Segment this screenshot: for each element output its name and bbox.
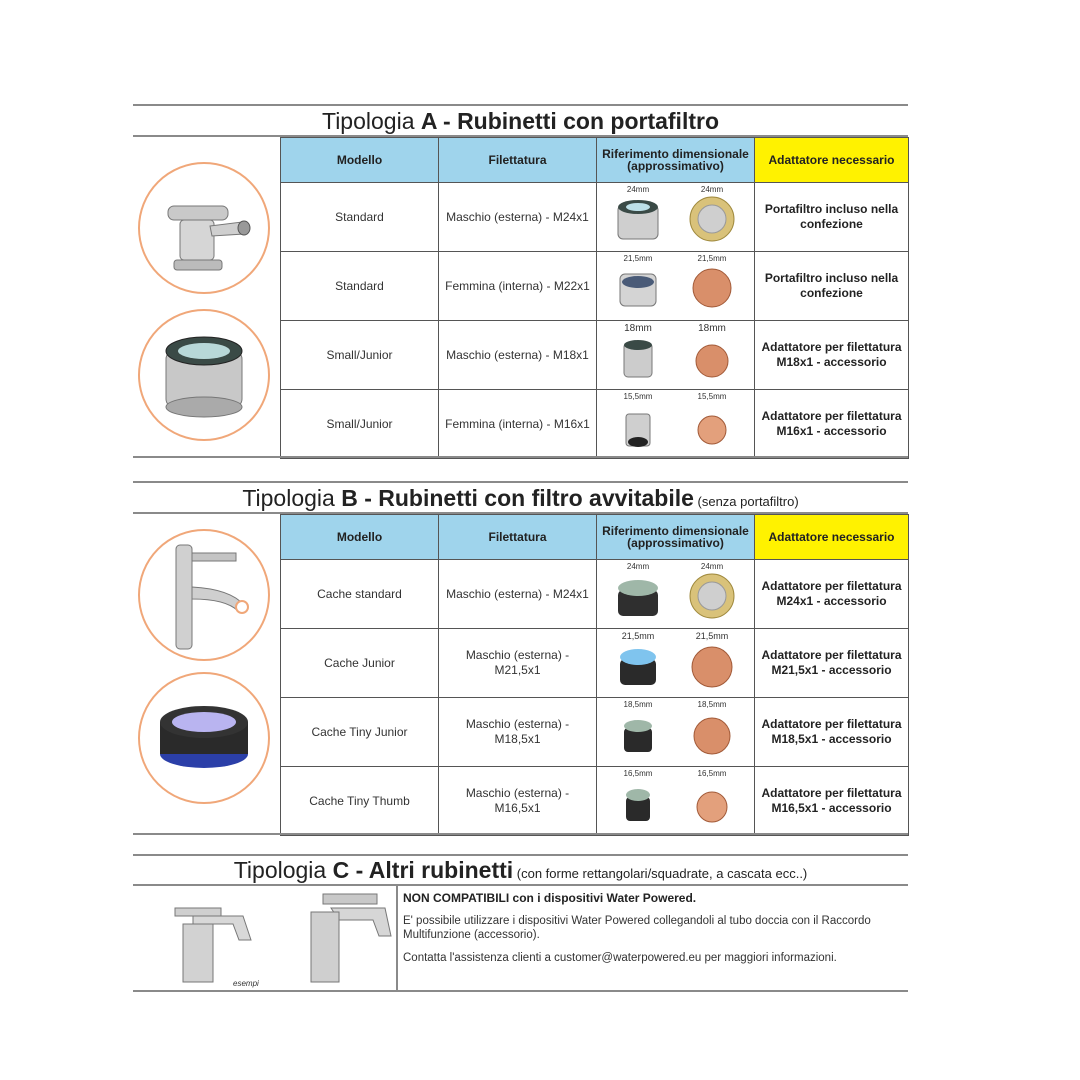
header-filettatura: Filettatura (439, 515, 597, 560)
table-row (281, 252, 909, 321)
section-c-top-rule (133, 854, 908, 856)
header-riferimento: Riferimento dimensionale (approssimativo) (597, 138, 755, 183)
modello-cell: Cache Tiny Thumb (281, 767, 439, 836)
section-a-title: Tipologia A - Rubinetti con portafiltro (322, 108, 719, 134)
riferimento-cell (597, 629, 755, 698)
section-c (133, 854, 908, 994)
dimension-label: 24mm (700, 185, 723, 194)
size-comparison-image (598, 767, 754, 831)
section-a-top-rule (133, 104, 908, 106)
dimension-label: 21,5mm (697, 254, 726, 263)
adattatore-cell: Adattatore per filettatura M18,5x1 - accessorio (755, 698, 909, 767)
section-a-table (280, 137, 909, 459)
contact-text: Contatta l'assistenza clienti a customer@waterpowered.eu per maggiori informazioni. (403, 952, 837, 964)
filettatura-cell: Maschio (esterna) - M18x1 (439, 321, 597, 390)
filettatura-cell: Femmina (interna) - M16x1 (439, 390, 597, 459)
dimension-label: 24mm (700, 562, 723, 571)
table-row (281, 698, 909, 767)
dimension-label: 18mm (623, 323, 652, 334)
table-row (281, 321, 909, 390)
table-row (281, 629, 909, 698)
section-a-bottom-rule (133, 456, 908, 458)
dimension-label: 21,5mm (623, 254, 652, 263)
section-a (133, 104, 908, 458)
dimension-label: 21,5mm (695, 631, 728, 641)
examples-label: esempi (233, 979, 259, 988)
modello-cell: Cache standard (281, 560, 439, 629)
header-modello: Modello (281, 515, 439, 560)
filettatura-cell: Maschio (esterna) - M16,5x1 (439, 767, 597, 836)
riferimento-cell (597, 321, 755, 390)
size-comparison-image (598, 629, 754, 693)
section-b-title: Tipologia B - Rubinetti con filtro avvitabile (senza portafiltro) (242, 485, 799, 511)
header-modello: Modello (281, 138, 439, 183)
adattatore-cell: Adattatore per filettatura M21,5x1 - accessorio (755, 629, 909, 698)
dimension-label: 15,5mm (697, 392, 726, 401)
modello-cell: Small/Junior (281, 321, 439, 390)
adattatore-cell: Adattatore per filettatura M16x1 - accessorio (755, 390, 909, 459)
table-header-row (281, 515, 909, 560)
header-adattatore: Adattatore necessario (755, 138, 909, 183)
faucet-with-portafiltro-image (138, 162, 270, 294)
filettatura-cell: Maschio (esterna) - M24x1 (439, 183, 597, 252)
table-row (281, 767, 909, 836)
header-adattatore: Adattatore necessario (755, 515, 909, 560)
dimension-label: 21,5mm (621, 631, 654, 641)
size-comparison-image (598, 321, 754, 385)
compatibility-notes (403, 891, 908, 965)
not-compatible-text: NON COMPATIBILI con i dispositivi Water Powered. (403, 891, 697, 905)
adattatore-cell: Portafiltro incluso nella confezione (755, 183, 909, 252)
dimension-label: 15,5mm (623, 392, 652, 401)
section-c-title-rule (133, 884, 908, 886)
filettatura-cell: Maschio (esterna) - M21,5x1 (439, 629, 597, 698)
dimension-label: 24mm (626, 185, 649, 194)
table-row (281, 560, 909, 629)
section-c-bottom-rule (133, 990, 908, 992)
header-riferimento: Riferimento dimensionale (approssimativo) (597, 515, 755, 560)
riferimento-cell (597, 767, 755, 836)
dimension-label: 18,5mm (697, 700, 726, 709)
adattatore-cell: Adattatore per filettatura M18x1 - accessorio (755, 321, 909, 390)
riferimento-cell (597, 252, 755, 321)
size-comparison-image (598, 390, 754, 454)
filettatura-cell: Femmina (interna) - M22x1 (439, 252, 597, 321)
riferimento-cell (597, 183, 755, 252)
dimension-label: 18,5mm (623, 700, 652, 709)
modello-cell: Standard (281, 183, 439, 252)
section-b (133, 481, 908, 835)
portafiltro-aerator-image (138, 309, 270, 441)
dimension-label: 18mm (697, 323, 726, 334)
filettatura-cell: Maschio (esterna) - M18,5x1 (439, 698, 597, 767)
size-comparison-image (598, 183, 754, 247)
adattatore-cell: Portafiltro incluso nella confezione (755, 252, 909, 321)
section-b-top-rule (133, 481, 908, 483)
faucet-with-cache-aerator-image (138, 529, 270, 661)
table-row (281, 183, 909, 252)
riferimento-cell (597, 698, 755, 767)
filettatura-cell: Maschio (esterna) - M24x1 (439, 560, 597, 629)
dimension-label: 16,5mm (623, 769, 652, 778)
alternative-text: E' possibile utilizzare i dispositivi Water Powered collegandoli al tubo doccia con il Raccordo Multifunzione (accessorio). (403, 915, 871, 941)
size-comparison-image (598, 252, 754, 316)
header-filettatura: Filettatura (439, 138, 597, 183)
modello-cell: Small/Junior (281, 390, 439, 459)
section-a-illustration (133, 137, 279, 456)
size-comparison-image (598, 698, 754, 762)
cache-aerator-image (138, 672, 270, 804)
modello-cell: Cache Tiny Junior (281, 698, 439, 767)
riferimento-cell (597, 390, 755, 459)
section-b-table (280, 514, 909, 836)
riferimento-cell (597, 560, 755, 629)
section-c-divider (396, 884, 398, 990)
adattatore-cell: Adattatore per filettatura M24x1 - accessorio (755, 560, 909, 629)
adattatore-cell: Adattatore per filettatura M16,5x1 - accessorio (755, 767, 909, 836)
size-comparison-image (598, 560, 754, 624)
modello-cell: Standard (281, 252, 439, 321)
example-faucets-image (153, 888, 393, 988)
table-row (281, 390, 909, 459)
section-b-illustration (133, 514, 279, 833)
dimension-label: 16,5mm (697, 769, 726, 778)
table-header-row (281, 138, 909, 183)
dimension-label: 24mm (626, 562, 649, 571)
modello-cell: Cache Junior (281, 629, 439, 698)
section-c-title: Tipologia C - Altri rubinetti (con forme rettangolari/squadrate, a cascata ecc..) (233, 857, 808, 883)
section-b-bottom-rule (133, 833, 908, 835)
